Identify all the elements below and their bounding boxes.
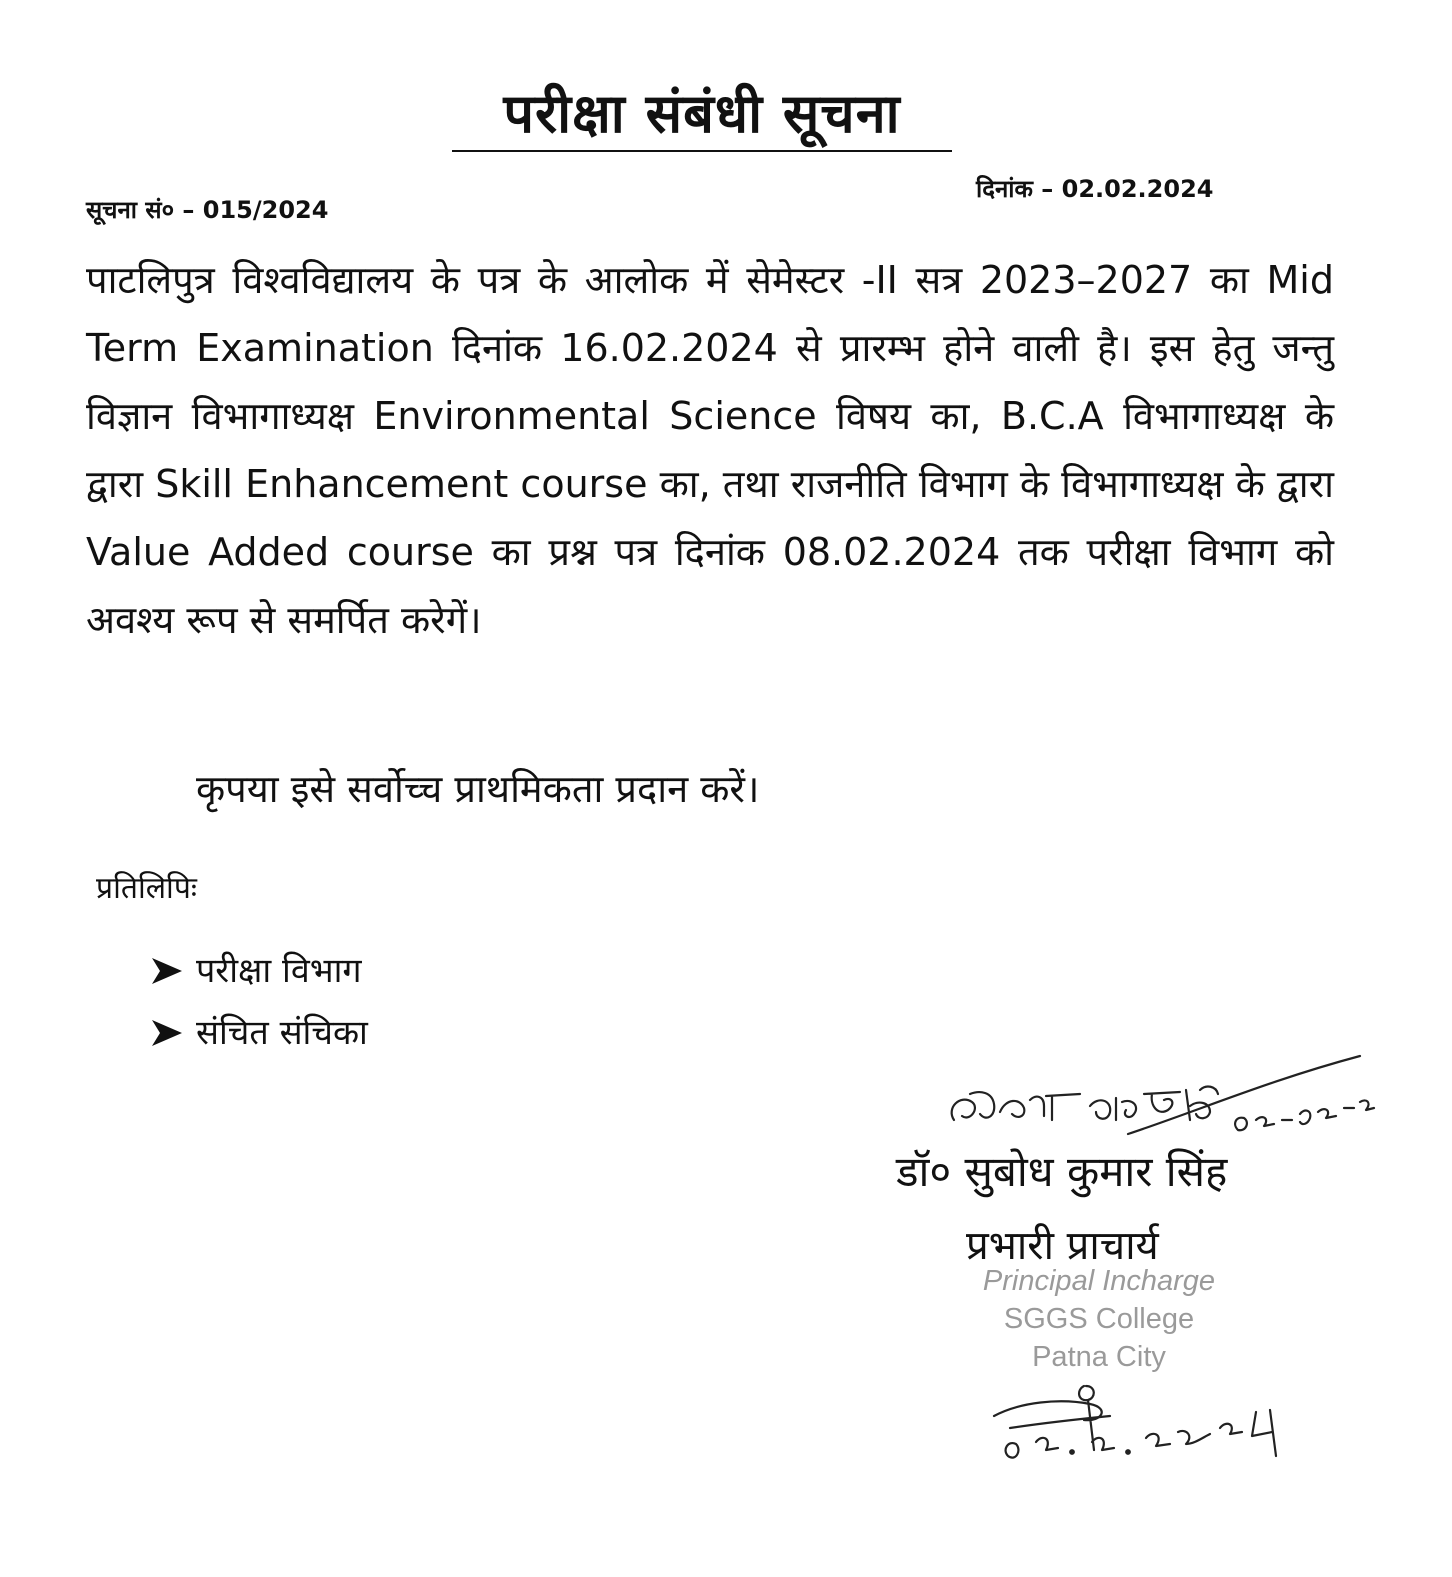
signatory-name: डॉ० सुबोध कुमार सिंह: [896, 1147, 1228, 1196]
stamp-line: Patna City: [1032, 1341, 1166, 1373]
arrow-bullet-icon: [150, 1018, 184, 1048]
handwritten-stamp-date: [980, 1372, 1320, 1482]
notice-number: सूचना सं० – 015/2024: [86, 196, 329, 224]
handwritten-signature: [940, 1050, 1380, 1145]
arrow-bullet-icon: [150, 956, 184, 986]
office-stamp: [944, 1262, 1254, 1376]
stamp-line: SGGS College: [1003, 1303, 1195, 1335]
list-item: [150, 1002, 368, 1064]
copy-item-label: परीक्षा विभाग: [196, 951, 362, 991]
copy-to-label: प्रतिलिपिः: [96, 871, 197, 906]
notice-title: परीक्षा संबंधी सूचना: [452, 74, 952, 152]
stamp-line: Principal Incharge: [982, 1265, 1216, 1297]
notice-body: पाटलिपुत्र विश्वविद्यालय के पत्र के आलोक में सेमेस्टर -II सत्र 2023–2027 का Mid Term Examination दिनांक 16.02.2024 से प्रारम्भ होने वाली है। इस हेतु जन्तु विज्ञान विभागाध्यक्ष Environmental Science विषय का, B.C.A विभागाध्यक्ष के द्वारा Skill Enhancement course का, तथा राजनीति विभाग के विभागाध्यक्ष के द्वारा Value Added course का प्रश्न पत्र दिनांक 08.02.2024 तक परीक्षा विभाग को अवश्य रूप से समर्पित करेगें।: [86, 258, 1334, 642]
copy-to-list: [150, 940, 368, 1064]
signatory-designation: प्रभारी प्राचार्य: [966, 1223, 1159, 1269]
notice-date: दिनांक – 02.02.2024: [976, 175, 1214, 203]
list-item: [150, 940, 368, 1002]
priority-request: कृपया इसे सर्वोच्च प्राथमिकता प्रदान करें।: [196, 767, 760, 811]
copy-item-label: संचित संचिका: [196, 1013, 368, 1053]
